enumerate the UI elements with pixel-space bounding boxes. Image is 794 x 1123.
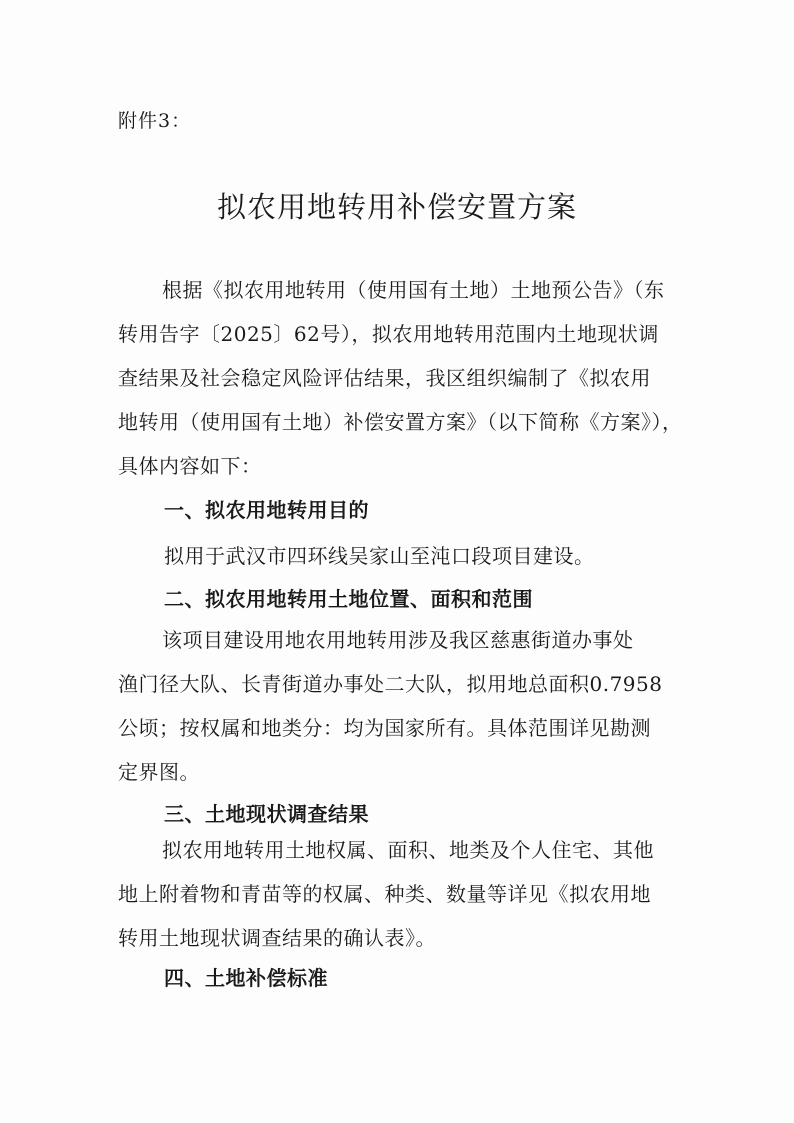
intro-line: 具体内容如下： (118, 454, 262, 478)
intro-line: 地转用（使用国有土地）补偿安置方案》（以下简称《方案》）， (118, 410, 683, 434)
section1-text: 拟用于武汉市四环线吴家山至沌口段项目建设。 (164, 544, 595, 568)
section3-line: 地上附着物和青苗等的权属、种类、数量等详见《拟农用地 (118, 882, 651, 906)
intro-line: 查结果及社会稳定风险评估结果，我区组织编制了《拟农用 (118, 366, 651, 390)
section3-paragraph (118, 828, 678, 960)
section3-heading: 三、土地现状调查结果 (164, 802, 369, 826)
intro-line: 根据《拟农用地转用（使用国有土地）土地预公告》（东 (162, 278, 665, 302)
section2-paragraph (118, 618, 678, 794)
document-title: 拟农用地转用补偿安置方案 (216, 190, 577, 224)
intro-paragraph (118, 268, 683, 488)
section1-heading: 一、拟农用地转用目的 (164, 498, 369, 522)
section3-line: 转用土地现状调查结果的确认表》。 (118, 926, 436, 950)
section4-heading: 四、土地补偿标准 (164, 966, 328, 990)
section2-line: 公顷；按权属和地类分：均为国家所有。具体范围详见勘测 (118, 716, 651, 740)
section3-line: 拟农用地转用土地权属、面积、地类及个人住宅、其他 (162, 838, 654, 862)
section2-line: 该项目建设用地农用地转用涉及我区慈惠街道办事处 (162, 628, 634, 652)
section2-line: 定界图。 (118, 760, 200, 784)
intro-line: 转用告字〔2025〕62号），拟农用地转用范围内土地现状调 (118, 322, 659, 346)
section2-heading: 二、拟农用地转用土地位置、面积和范围 (164, 587, 533, 611)
attachment-label: 附件3： (118, 110, 192, 132)
section2-line: 渔门径大队、长青街道办事处二大队，拟用地总面积0.7958 (118, 672, 663, 696)
